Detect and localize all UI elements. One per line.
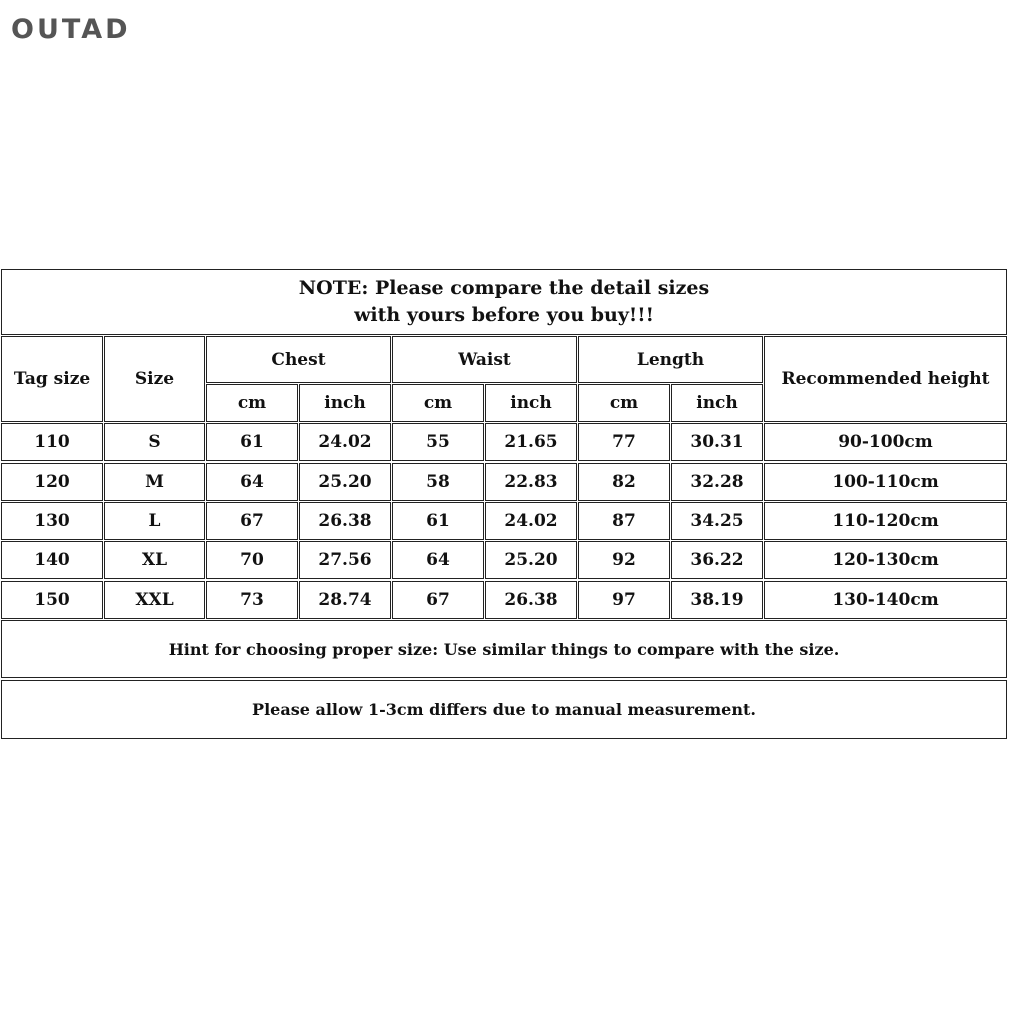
cell-waist-cm: 58 <box>392 463 484 501</box>
header-size: Size <box>104 336 205 422</box>
cell-length-cm: 87 <box>578 502 670 540</box>
cell-recommended-height: 110-120cm <box>764 502 1007 540</box>
cell-chest-cm: 67 <box>206 502 298 540</box>
header-chest-cm: cm <box>206 384 298 422</box>
cell-waist-cm: 64 <box>392 541 484 579</box>
cell-chest-inch: 27.56 <box>299 541 391 579</box>
cell-waist-cm: 61 <box>392 502 484 540</box>
header-waist-cm: cm <box>392 384 484 422</box>
header-recommended-height: Recommended height <box>764 336 1007 422</box>
cell-chest-inch: 25.20 <box>299 463 391 501</box>
cell-length-inch: 36.22 <box>671 541 763 579</box>
cell-size: M <box>104 463 205 501</box>
cell-waist-inch: 26.38 <box>485 581 577 619</box>
cell-length-cm: 82 <box>578 463 670 501</box>
header-chest-inch: inch <box>299 384 391 422</box>
header-length-cm: cm <box>578 384 670 422</box>
header-length-inch: inch <box>671 384 763 422</box>
cell-length-cm: 77 <box>578 423 670 461</box>
cell-chest-inch: 26.38 <box>299 502 391 540</box>
note-line-1: NOTE: Please compare the detail sizes <box>298 277 710 299</box>
cell-chest-inch: 24.02 <box>299 423 391 461</box>
cell-tag-size: 120 <box>1 463 103 501</box>
cell-tag-size: 150 <box>1 581 103 619</box>
cell-waist-inch: 24.02 <box>485 502 577 540</box>
cell-tag-size: 140 <box>1 541 103 579</box>
cell-size: S <box>104 423 205 461</box>
cell-chest-inch: 28.74 <box>299 581 391 619</box>
cell-waist-cm: 67 <box>392 581 484 619</box>
cell-chest-cm: 73 <box>206 581 298 619</box>
allowance-box: Please allow 1-3cm differs due to manual measurement. <box>1 680 1007 739</box>
header-waist-inch: inch <box>485 384 577 422</box>
header-tag-size: Tag size <box>1 336 103 422</box>
cell-waist-cm: 55 <box>392 423 484 461</box>
cell-recommended-height: 100-110cm <box>764 463 1007 501</box>
cell-length-inch: 34.25 <box>671 502 763 540</box>
cell-length-inch: 32.28 <box>671 463 763 501</box>
brand-logo: OUTAD <box>11 14 131 45</box>
cell-recommended-height: 130-140cm <box>764 581 1007 619</box>
cell-waist-inch: 25.20 <box>485 541 577 579</box>
cell-length-inch: 38.19 <box>671 581 763 619</box>
cell-tag-size: 110 <box>1 423 103 461</box>
cell-length-cm: 97 <box>578 581 670 619</box>
cell-chest-cm: 64 <box>206 463 298 501</box>
cell-chest-cm: 61 <box>206 423 298 461</box>
cell-chest-cm: 70 <box>206 541 298 579</box>
cell-length-cm: 92 <box>578 541 670 579</box>
cell-size: L <box>104 502 205 540</box>
cell-recommended-height: 120-130cm <box>764 541 1007 579</box>
cell-length-inch: 30.31 <box>671 423 763 461</box>
note-box <box>1 269 1007 335</box>
cell-size: XXL <box>104 581 205 619</box>
header-chest: Chest <box>206 336 391 383</box>
cell-tag-size: 130 <box>1 502 103 540</box>
cell-waist-inch: 22.83 <box>485 463 577 501</box>
note-line-2: with yours before you buy!!! <box>354 304 654 326</box>
header-length: Length <box>578 336 763 383</box>
cell-recommended-height: 90-100cm <box>764 423 1007 461</box>
cell-size: XL <box>104 541 205 579</box>
hint-box: Hint for choosing proper size: Use similar things to compare with the size. <box>1 620 1007 678</box>
cell-waist-inch: 21.65 <box>485 423 577 461</box>
header-waist: Waist <box>392 336 577 383</box>
